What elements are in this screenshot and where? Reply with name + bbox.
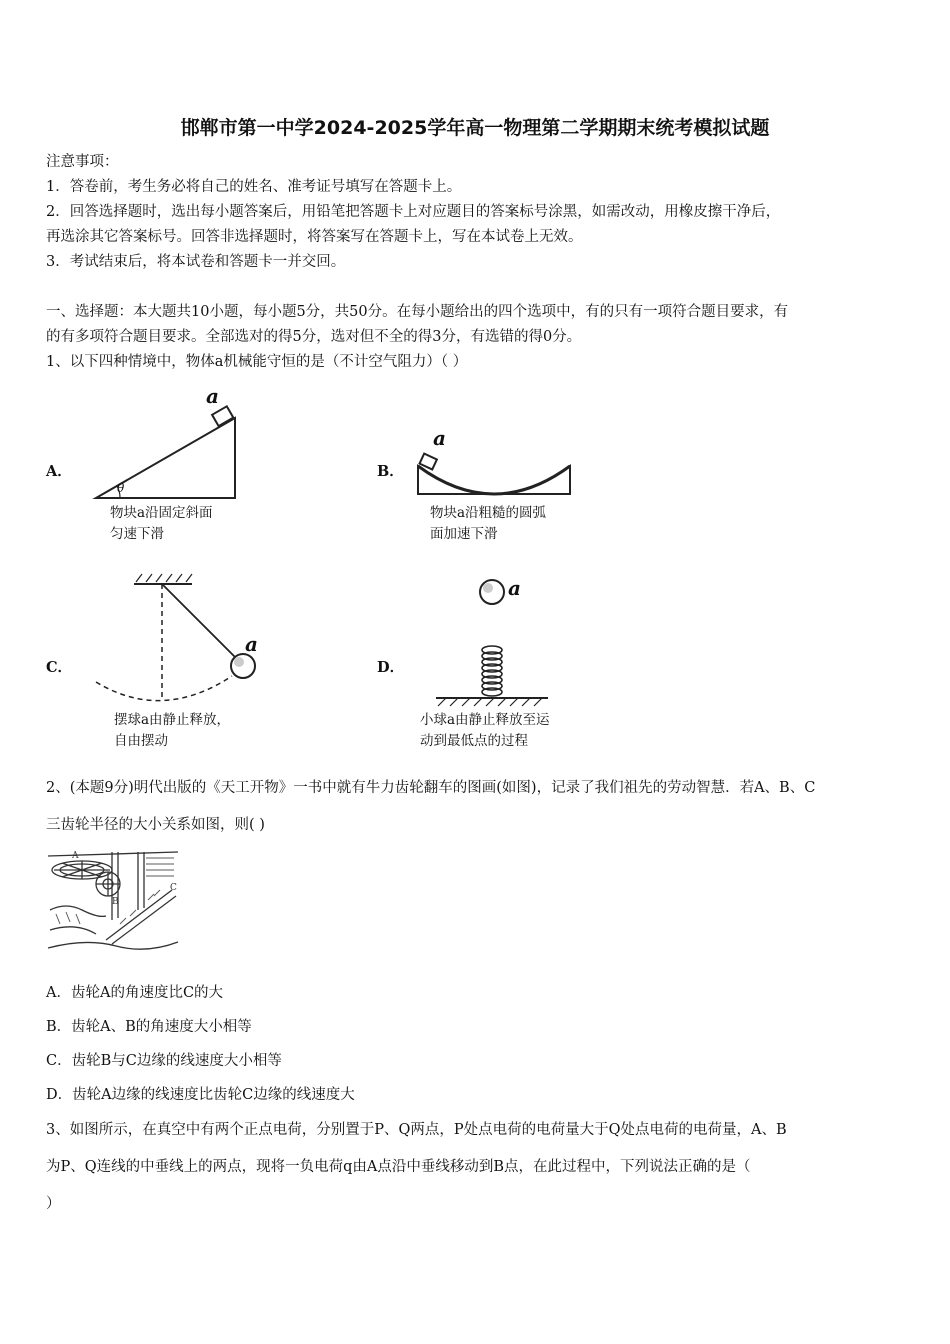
question-1-stem: 1、以下四种情境中，物体a机械能守恒的是（不计空气阻力）（ ）	[46, 354, 468, 370]
mass-label: a	[433, 426, 446, 450]
question-3-stem: 为P、Q连线的中垂线上的两点，现将一负电荷q由A点沿中垂线移动到B点，在此过程中，下列说法正确的是（	[46, 1159, 751, 1175]
mass-label: a	[206, 384, 219, 408]
question-2-stem: 2、(本题9分)明代出版的《天工开物》一书中就有牛力齿轮翻车的图画(如图)，记录了我们祖先的劳动智慧．若A、B、C	[46, 780, 816, 796]
spring-figure	[432, 574, 554, 710]
question-2-stem: 三齿轮半径的大小关系如图，则( )	[46, 817, 265, 833]
gear-label-a: A	[72, 851, 79, 861]
waterwheel-figure	[46, 850, 180, 954]
question-3-stem: 3、如图所示，在真空中有两个正点电荷，分别置于P、Q两点，P处点电荷的电荷量大于Q处点电荷的电荷量，A、B	[46, 1122, 787, 1138]
notice-item: 1．答卷前，考生务必将自己的姓名、准考证号填写在答题卡上。	[46, 179, 462, 195]
incline-figure	[90, 384, 250, 504]
section-intro: 的有多项符合题目要求。全部选对的得5分，选对但不全的得3分，有选错的得0分。	[46, 329, 582, 345]
page-title: 邯郸市第一中学2024-2025学年高一物理第二学期期末统考模拟试题	[180, 117, 770, 139]
option-c-label: C．	[46, 659, 73, 676]
angle-label: θ	[117, 481, 125, 495]
question-2-option: C．齿轮B与C边缘的线速度大小相等	[46, 1053, 282, 1069]
option-d-caption: 动到最低点的过程	[420, 733, 528, 749]
option-b-caption: 面加速下滑	[430, 526, 498, 542]
question-2-option: D．齿轮A边缘的线速度比齿轮C边缘的线速度大	[46, 1087, 355, 1103]
option-c-caption: 摆球a由静止释放，	[114, 712, 231, 728]
option-c-caption: 自由摆动	[114, 733, 168, 749]
gear-label-c: C	[170, 883, 177, 893]
mass-label: a	[508, 576, 521, 600]
section-intro: 一、选择题：本大题共10小题，每小题5分，共50分。在每小题给出的四个选项中，有的只有一项符合题目要求，有	[46, 304, 789, 320]
option-a-caption: 物块a沿固定斜面	[110, 505, 213, 521]
question-2-option: B．齿轮A、B的角速度大小相等	[46, 1019, 252, 1035]
option-d-label: D．	[377, 659, 405, 676]
notice-item: 2．回答选择题时，选出每小题答案后，用铅笔把答题卡上对应题目的答案标号涂黑，如需改动，用橡皮擦干净后，	[46, 204, 781, 220]
option-a-caption: 匀速下滑	[110, 526, 164, 542]
mass-label: a	[245, 632, 258, 656]
notice-item: 3．考试结束后，将本试卷和答题卡一并交回。	[46, 254, 346, 270]
option-b-caption: 物块a沿粗糙的圆弧	[430, 505, 547, 521]
question-2-option: A．齿轮A的角速度比C的大	[46, 985, 224, 1001]
option-a-label: A．	[46, 463, 72, 480]
option-b-label: B．	[377, 463, 404, 480]
question-3-stem: ）	[46, 1196, 61, 1212]
notice-item: 再选涂其它答案标号。回答非选择题时，将答案写在答题卡上，写在本试卷上无效。	[46, 229, 583, 245]
notice-heading: 注意事项：	[46, 154, 119, 170]
option-d-caption: 小球a由静止释放至运	[420, 712, 550, 728]
gear-label-b: B	[112, 897, 119, 907]
